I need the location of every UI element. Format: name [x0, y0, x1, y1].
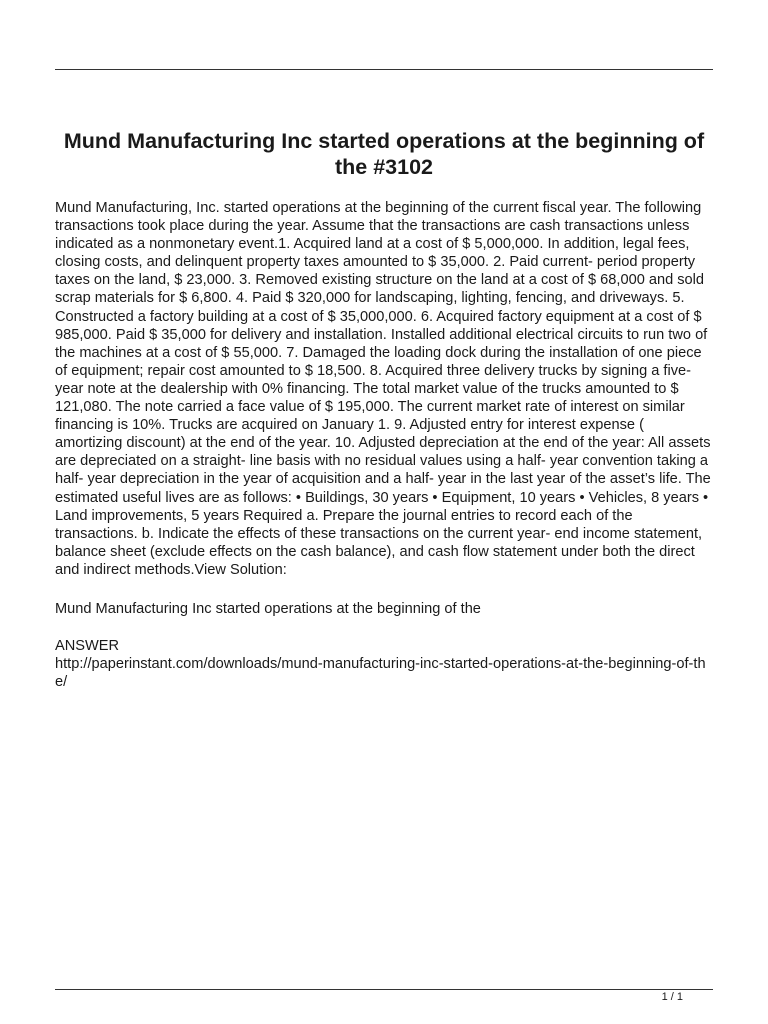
solution-line: Mund Manufacturing Inc started operations at the beginning of the	[55, 601, 481, 617]
page-number: 1 / 1	[661, 991, 683, 1003]
document-title: Mund Manufacturing Inc started operations at the beginning of the #3102	[63, 129, 705, 179]
answer-label: ANSWER	[55, 638, 120, 654]
bottom-divider	[55, 989, 713, 990]
top-divider	[55, 69, 713, 70]
answer-link[interactable]: http://paperinstant.com/downloads/mund-manufacturing-inc-started-operations-at-the-beginning-of-the/	[55, 656, 706, 691]
document-body: Mund Manufacturing, Inc. started operations at the beginning of the current fiscal year. The following transactions took place during the year. Assume that the transactions are cash transactions unless indicated as a nonmonetary event.1. Acquired land at a cost of $ 5,000,000. In addition, legal fees, closing costs, and delinquent property taxes amounted to $ 35,000. 2. Paid current- period property taxes on the land, $ 23,000. 3. Removed existing structure on the land at a cost of $ 68,000 and sold scrap materials for $ 6,800. 4. Paid $ 320,000 for landscaping, lighting, fencing, and driveways. 5. Constructed a factory building at a cost of $ 35,000,000. 6. Acquired factory equipment at a cost of $ 985,000. Paid $ 35,000 for delivery and installation. Installed additional electrical circuits to run two of the machines at a cost of $ 55,000. 7. Damaged the loading dock during the installation of one piece of equipment; repair cost amounted to $ 18,500. 8. Acquired three delivery trucks by signing a five- year note at the dealership with 0% financing. The total market value of the trucks amounted to $ 121,080. The note carried a face value of $ 195,000. The current market rate of interest on similar financing is 10%. Trucks are acquired on January 1. 9. Adjusted entry for interest expense ( amortizing discount) at the end of the year. 10. Adjusted depreciation at the end of the year: All assets are depreciated on a straight- line basis with no residual values using a half- year convention taking a half- year depreciation in the year of acquisition and a half- year in the last year of the asset’s life. The estimated useful lives are as follows: • Buildings, 30 years • Equipment, 10 years • Vehicles, 8 years • Land improvements, 5 years Required a. Prepare the journal entries to record each of the transactions. b. Indicate the effects of these transactions on the current year- end income statement, balance sheet (exclude effects on the cash balance), and cash flow statement under both the direct and indirect methods.View Solution:	[55, 200, 711, 578]
